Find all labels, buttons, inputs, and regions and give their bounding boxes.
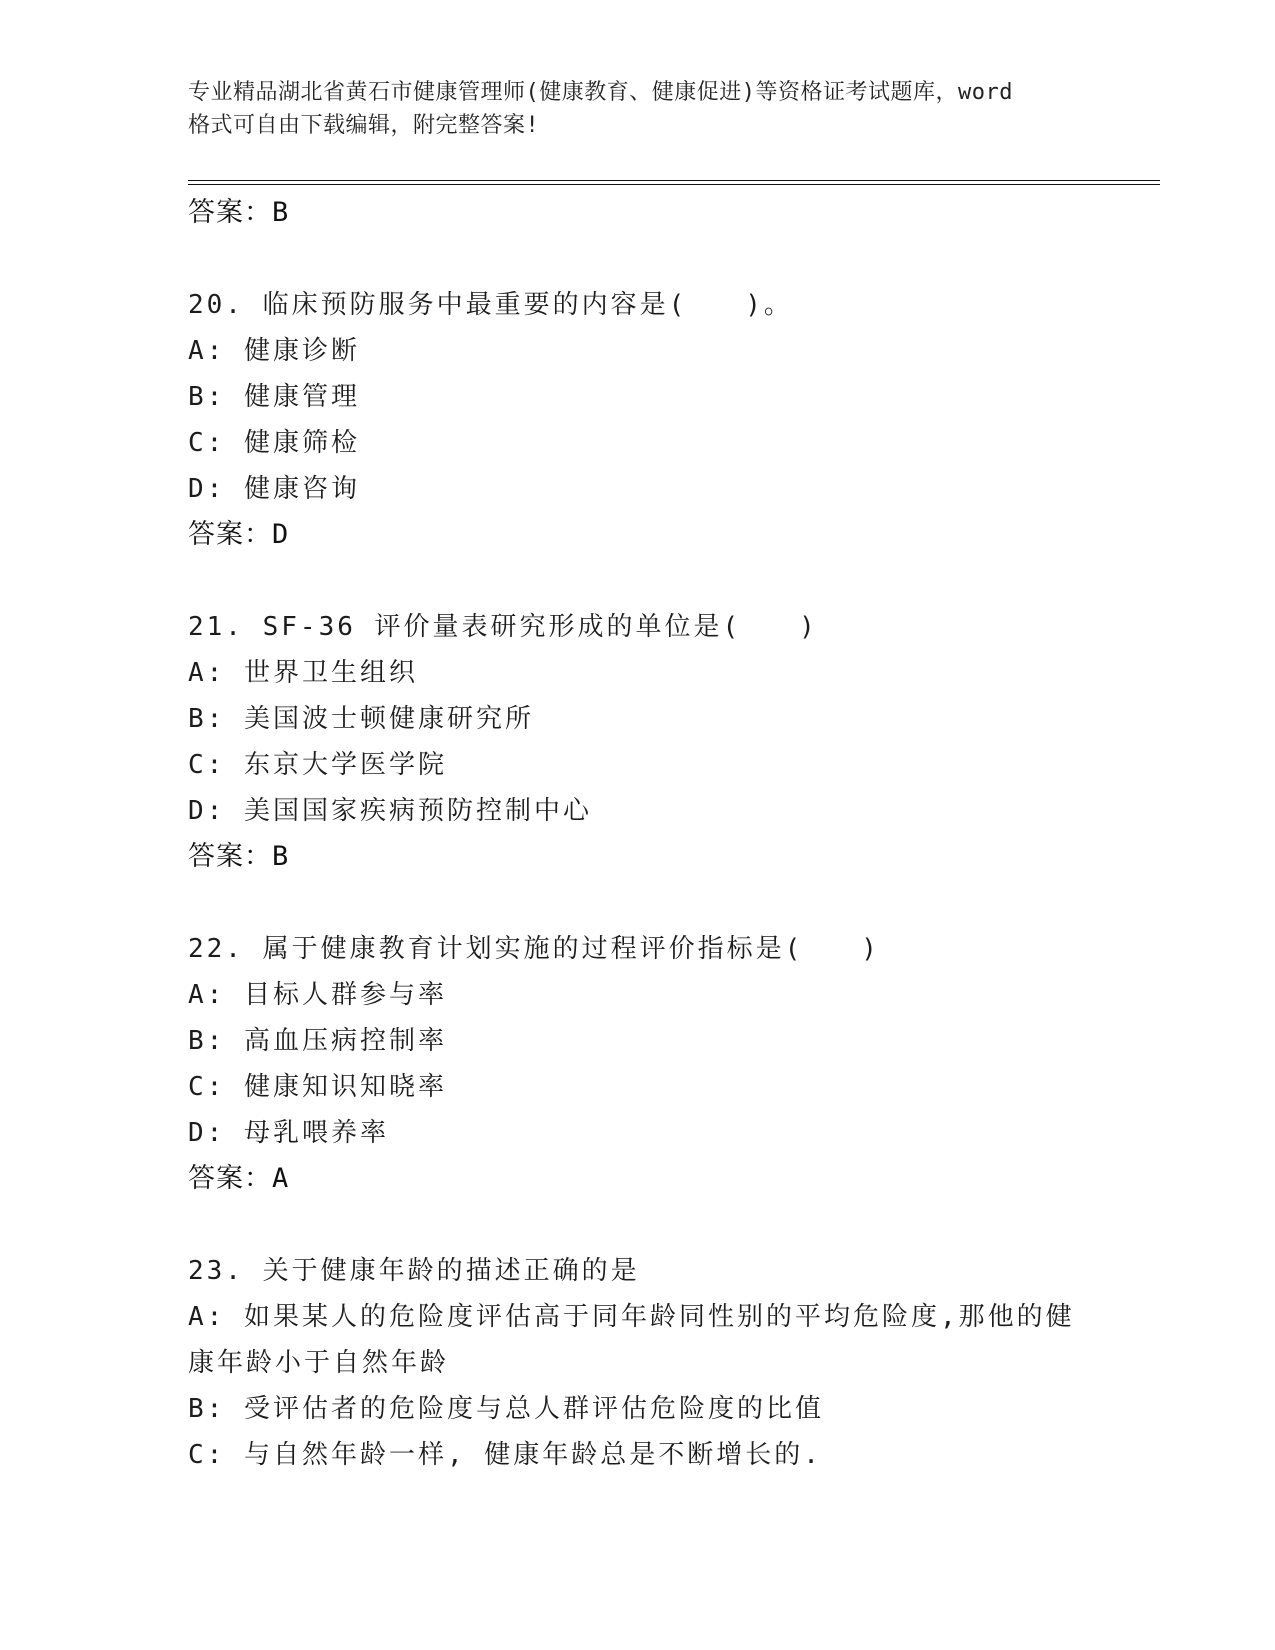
header-line-1: 专业精品湖北省黄石市健康管理师(健康教育、健康促进)等资格证考试题库，word (188, 80, 1013, 105)
option-c: C: 健康筛检 (188, 428, 360, 458)
option-a: A: 如果某人的危险度评估高于同年龄同性别的平均危险度,那他的健 (188, 1302, 1075, 1332)
answer-value: D (272, 519, 290, 550)
option-a: A: 目标人群参与率 (188, 980, 447, 1010)
answer-value: A (272, 1163, 290, 1194)
answer-label: 答案： (188, 1163, 272, 1194)
header-divider-bottom (188, 184, 1160, 185)
answer-label: 答案： (188, 519, 272, 550)
question-block-22 (188, 926, 1148, 1201)
option-d: D: 健康咨询 (188, 474, 360, 504)
answer-value: B (272, 197, 290, 228)
header-divider-top (188, 180, 1160, 181)
option-a: A: 世界卫生组织 (188, 658, 418, 688)
answer-label: 答案： (188, 197, 272, 228)
option-d: D: 母乳喂养率 (188, 1118, 389, 1148)
question-stem: 21. SF-36 评价量表研究形成的单位是( ) (188, 612, 818, 642)
option-b: B: 高血压病控制率 (188, 1026, 447, 1056)
question-block-20 (188, 282, 1148, 557)
option-b: B: 受评估者的危险度与总人群评估危险度的比值 (188, 1394, 824, 1424)
option-c: C: 健康知识知晓率 (188, 1072, 447, 1102)
header-line-2: 格式可自由下载编辑，附完整答案! (188, 113, 540, 138)
answer-line (188, 834, 1148, 879)
answer-line (188, 1156, 1148, 1201)
answer-line (188, 190, 1148, 235)
option-c: C: 东京大学医学院 (188, 750, 447, 780)
question-stem: 20. 临床预防服务中最重要的内容是( )。 (188, 290, 793, 320)
option-b: B: 健康管理 (188, 382, 360, 412)
option-a-continued: 康年龄小于自然年龄 (188, 1348, 450, 1378)
answer-value: B (272, 841, 290, 872)
option-a: A: 健康诊断 (188, 336, 360, 366)
option-b: B: 美国波士顿健康研究所 (188, 704, 534, 734)
option-c: C: 与自然年龄一样, 健康年龄总是不断增长的. (188, 1440, 822, 1470)
question-stem: 22. 属于健康教育计划实施的过程评价指标是( ) (188, 934, 880, 964)
answer-label: 答案： (188, 841, 272, 872)
answer-line (188, 512, 1148, 557)
option-d: D: 美国国家疾病预防控制中心 (188, 796, 592, 826)
question-list (188, 190, 1148, 1478)
question-block-21 (188, 604, 1148, 879)
question-stem: 23. 关于健康年龄的描述正确的是 (188, 1256, 640, 1286)
question-block-23 (188, 1248, 1148, 1478)
page-header (188, 76, 1108, 142)
